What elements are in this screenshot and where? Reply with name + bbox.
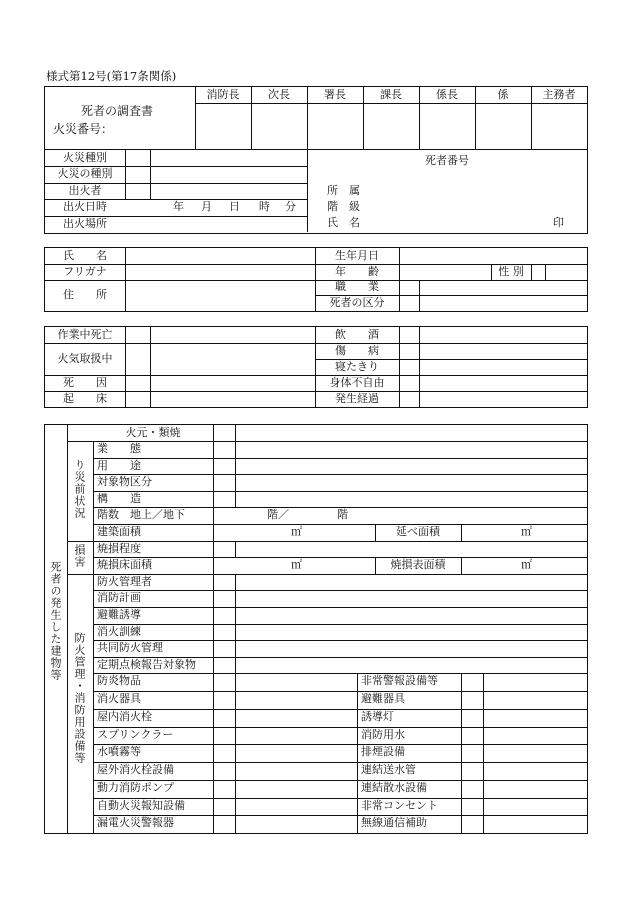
equipment-item-label: 無線通信補助 <box>361 816 427 830</box>
equipment-value-cell[interactable] <box>485 781 585 797</box>
equipment-value-cell[interactable] <box>237 745 355 761</box>
sex-field[interactable] <box>547 265 585 279</box>
approval-stamp-cell[interactable] <box>476 104 530 148</box>
equipment-item-label: 自動火災報知設備 <box>97 798 185 812</box>
seal-label: 印 <box>553 216 564 229</box>
equipment-value-cell[interactable] <box>485 745 585 761</box>
equipment-item-label: 非常警報設備等 <box>361 674 438 688</box>
person-label: 職 業 <box>335 280 379 293</box>
area-unit-label: ㎡ <box>291 525 302 538</box>
fire-protection-item-label: 避難誘導 <box>97 608 141 621</box>
fire-info-value-cell[interactable] <box>127 167 305 181</box>
death-detail-field[interactable] <box>421 376 585 390</box>
death-value-cell[interactable] <box>152 376 313 390</box>
death-label: 発生経過 <box>335 392 379 405</box>
pre-fire-value-cell[interactable] <box>237 459 585 474</box>
building-table <box>44 424 588 834</box>
sex-label: 性 別 <box>498 265 524 278</box>
pre-fire-value-cell[interactable] <box>237 442 585 457</box>
address-field[interactable] <box>127 281 313 310</box>
death-label: 寝たきり <box>335 360 379 373</box>
approval-role-label: 主務者 <box>542 88 576 101</box>
equipment-value-cell[interactable] <box>485 763 585 779</box>
equipment-item-label: 誘導灯 <box>361 709 394 723</box>
equipment-value-cell[interactable] <box>485 674 585 690</box>
equipment-item-label: 消火器具 <box>97 692 141 706</box>
floors-below-label: 階 <box>337 508 348 522</box>
fire-info-row-label: 出火場所 <box>63 216 107 230</box>
approval-stamp-cell[interactable] <box>252 104 306 148</box>
approval-role-label: 係 <box>497 88 509 101</box>
datetime-unit-label: 年 <box>173 200 184 214</box>
equipment-value-cell[interactable] <box>485 710 585 726</box>
pre-fire-item-label: 対象物区分 <box>97 475 152 489</box>
vertical-rule <box>125 327 126 407</box>
fire-protection-item-label: 定期点検報告対象物 <box>97 657 196 671</box>
death-detail-field[interactable] <box>421 328 585 342</box>
vertical-rule <box>461 673 462 833</box>
area-unit-label: ㎡ <box>521 525 532 538</box>
burn-degree-field[interactable] <box>237 542 585 557</box>
death-circumstances-table <box>44 326 588 408</box>
fire-protection-value-cell[interactable] <box>237 625 585 640</box>
equipment-item-label: 屋外消火栓設備 <box>97 763 174 777</box>
equipment-value-cell[interactable] <box>485 692 585 708</box>
person-label: 年 齢 <box>335 265 379 278</box>
fire-protection-item-label: 消防計画 <box>97 591 141 605</box>
vertical-rule <box>93 441 94 833</box>
approval-table <box>44 86 588 150</box>
death-category-field[interactable] <box>421 296 585 310</box>
vertical-rule <box>235 441 236 507</box>
vertical-rule <box>483 673 484 833</box>
affiliation-label: 所 属 <box>327 184 360 197</box>
vertical-rule <box>461 557 462 574</box>
death-check-cell[interactable] <box>127 328 149 342</box>
vertical-rule <box>150 327 151 407</box>
vertical-rule <box>67 425 68 833</box>
damage-item-label: 焼損床面積 <box>97 558 152 572</box>
equipment-item-label: 非常コンセント <box>361 798 438 812</box>
datetime-unit-label: 時 <box>259 200 270 214</box>
equipment-value-cell[interactable] <box>485 816 585 832</box>
death-value-cell[interactable] <box>152 344 313 374</box>
death-label: 飲 酒 <box>335 328 379 341</box>
building-side-label: 死者の発生した建物等 <box>49 561 62 681</box>
pre-fire-item-label: 建築面積 <box>97 525 141 538</box>
fire-number-label: 火災番号： <box>53 122 114 136</box>
death-detail-field[interactable] <box>421 360 585 374</box>
datetime-unit-label: 分 <box>285 200 296 214</box>
fire-info-row-label: 火災の種別 <box>57 167 113 181</box>
datetime-unit-label: 月 <box>201 200 212 214</box>
vertical-rule <box>235 425 236 441</box>
damage-item-label: 焼損程度 <box>97 541 141 555</box>
person-label: フリガナ <box>63 265 107 278</box>
equipment-item-label: 連結送水管 <box>361 763 416 777</box>
equipment-value-cell[interactable] <box>485 799 585 815</box>
equipment-value-cell[interactable] <box>237 799 355 815</box>
vertical-rule <box>125 150 126 200</box>
equipment-value-cell[interactable] <box>237 710 355 726</box>
horizontal-rule <box>195 103 587 104</box>
person-label: 氏 名 <box>63 249 107 262</box>
vertical-rule <box>531 264 532 280</box>
equipment-item-label: 消防用水 <box>361 727 405 741</box>
furigana-field[interactable] <box>127 265 313 279</box>
approval-stamp-cell[interactable] <box>532 104 586 148</box>
equipment-item-label: 防炎物品 <box>97 674 141 688</box>
death-value-cell[interactable] <box>152 392 313 406</box>
approval-role-label: 課長 <box>380 88 402 101</box>
vertical-rule <box>213 673 214 833</box>
fire-info-value-cell[interactable] <box>127 151 305 165</box>
death-label: 身体不自由 <box>329 376 385 389</box>
equipment-item-label: 避難器具 <box>361 692 405 706</box>
floors-above-label: 階／ <box>267 508 289 522</box>
fire-info-row-label: 出火日時 <box>63 200 107 214</box>
vertical-rule <box>213 574 214 674</box>
death-label: 傷 病 <box>335 344 379 357</box>
person-label: 生年月日 <box>335 249 379 262</box>
pre-fire-value-cell[interactable] <box>237 492 585 507</box>
datetime-unit-label: 日 <box>229 200 240 214</box>
equipment-item-label: 屋内消火栓 <box>97 709 152 723</box>
fire-source-field[interactable] <box>237 426 585 440</box>
approval-stamp-cell[interactable] <box>420 104 474 148</box>
fire-info-value-cell[interactable] <box>127 184 305 198</box>
form-number-label: 様式第12号(第17条関係) <box>46 69 177 83</box>
area-unit-label: ㎡ <box>521 558 532 572</box>
equipment-item-label: 漏電火災警報器 <box>97 816 174 830</box>
fire-source-label: 火元・類焼 <box>125 426 181 439</box>
equipment-value-cell[interactable] <box>237 763 355 779</box>
pre-fire-item-label: 構 造 <box>97 491 141 505</box>
fire-protection-item-label: 消火訓練 <box>97 624 141 638</box>
death-detail-field[interactable] <box>421 392 585 406</box>
person-table <box>44 247 588 312</box>
fire-protection-value-cell[interactable] <box>237 575 585 590</box>
death-number-label: 死者番号 <box>425 154 469 167</box>
fire-info-value-cell[interactable] <box>127 217 305 231</box>
equipment-item-label: 連結散水設備 <box>361 780 427 794</box>
fire-protection-section-label: 防火管理・消防用設備等 <box>73 631 86 764</box>
vertical-rule <box>235 673 236 833</box>
pre-fire-item-label: 業 態 <box>97 442 141 455</box>
approval-role-label: 署長 <box>324 88 346 101</box>
vertical-rule <box>213 425 214 441</box>
damage-section-label: 損害 <box>73 543 86 568</box>
death-value-cell[interactable] <box>152 328 313 342</box>
rank-label: 階 級 <box>327 200 360 213</box>
vertical-rule <box>357 673 358 833</box>
fire-protection-value-cell[interactable] <box>237 608 585 623</box>
approval-role-label: 消防長 <box>206 88 240 101</box>
name-field[interactable] <box>127 249 313 263</box>
fire-protection-value-cell[interactable] <box>237 641 585 656</box>
approval-role-label: 次長 <box>268 88 290 101</box>
equipment-item-label: 動力消防ポンプ <box>97 780 174 794</box>
birthdate-field[interactable] <box>401 249 585 263</box>
pre-fire-item-label: 用 途 <box>97 458 141 472</box>
vertical-rule <box>399 327 400 407</box>
fire-info-value-cell[interactable] <box>127 200 305 214</box>
fire-info-row-label: 出火者 <box>68 183 102 197</box>
name-label: 氏 名 <box>327 216 360 229</box>
approval-stamp-cell[interactable] <box>364 104 418 148</box>
occupation-field[interactable] <box>421 281 585 294</box>
approval-stamp-cell[interactable] <box>196 104 250 148</box>
vertical-rule <box>213 541 214 574</box>
equipment-value-cell[interactable] <box>485 728 585 744</box>
burned-surface-label: 焼損表面積 <box>390 558 446 572</box>
horizontal-rule <box>93 557 587 558</box>
equipment-item-label: 水噴霧等 <box>97 745 141 759</box>
fire-info-row-label: 火災種別 <box>63 151 107 164</box>
document-title: 死者の調査書 <box>81 104 154 118</box>
area-unit-label: ㎡ <box>291 558 302 572</box>
equipment-item-label: 排煙設備 <box>361 745 405 759</box>
vertical-rule <box>235 541 236 558</box>
approval-stamp-cell[interactable] <box>308 104 362 148</box>
equipment-value-cell[interactable] <box>237 674 355 690</box>
floor-area-label: 延べ面積 <box>396 525 440 538</box>
death-label: 死 因 <box>63 376 107 389</box>
vertical-rule <box>419 327 420 407</box>
fire-protection-value-cell[interactable] <box>237 658 585 673</box>
fire-info-table <box>44 150 588 234</box>
fire-protection-item-label: 防火管理者 <box>97 574 152 588</box>
person-label: 住 所 <box>63 288 107 301</box>
pre-fire-item-label: 階数 地上／地下 <box>97 508 185 522</box>
fire-protection-item-label: 共同防火管理 <box>97 641 163 655</box>
fire-protection-value-cell[interactable] <box>237 591 585 606</box>
pre-fire-section-label: り災前状況 <box>73 459 86 519</box>
death-label: 火気取扱中 <box>57 352 113 365</box>
approval-role-label: 係長 <box>436 88 458 101</box>
vertical-rule <box>461 524 462 541</box>
age-field[interactable] <box>401 265 489 279</box>
equipment-item-label: スプリンクラー <box>97 727 174 741</box>
death-label: 起 床 <box>63 392 107 405</box>
equipment-value-cell[interactable] <box>237 781 355 797</box>
pre-fire-value-cell[interactable] <box>237 475 585 490</box>
death-detail-field[interactable] <box>421 344 585 358</box>
person-label: 死者の区分 <box>329 296 385 309</box>
vertical-rule <box>213 441 214 541</box>
vertical-rule <box>235 574 236 674</box>
vertical-rule <box>545 264 546 280</box>
equipment-value-cell[interactable] <box>237 692 355 708</box>
death-label: 作業中死亡 <box>57 328 113 341</box>
horizontal-rule <box>93 524 587 525</box>
equipment-value-cell[interactable] <box>237 816 355 832</box>
equipment-value-cell[interactable] <box>237 728 355 744</box>
